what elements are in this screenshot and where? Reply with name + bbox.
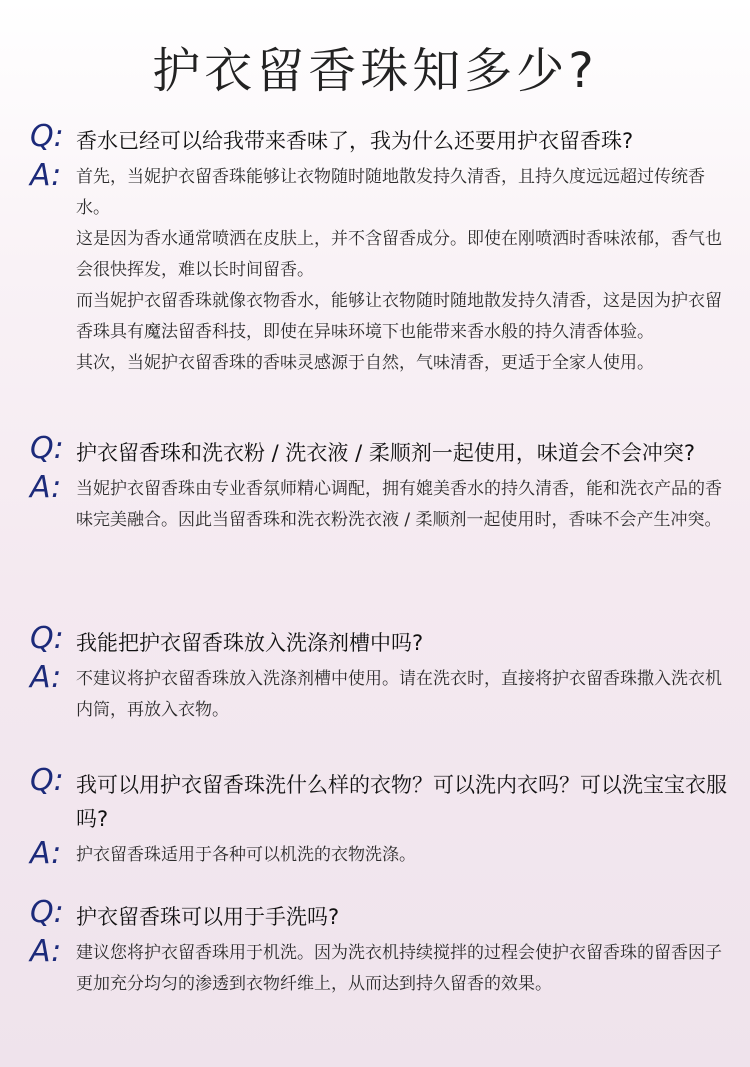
- answer-text: [76, 664, 730, 726]
- answer-paragraph: 而当妮护衣留香珠就像衣物香水，能够让衣物随时随地散发持久清香，这是因为护衣留香珠具有魔法留香科技，即使在异味环境下也能带来香水般的持久清香体验。: [76, 291, 722, 342]
- answer-text: [76, 938, 730, 1000]
- answer-row: [30, 836, 730, 871]
- question-text: 护衣留香珠和洗衣粉 / 洗衣液 / 柔顺剂一起使用，味道会不会冲突?: [76, 441, 695, 465]
- question-row: [30, 431, 730, 470]
- answer-paragraph: 这是因为香水通常喷洒在皮肤上，并不含留香成分。即使在刚喷洒时香味浓郁，香气也会很快挥发，难以长时间留香。: [76, 229, 722, 280]
- answer-paragraph: 其次，当妮护衣留香珠的香味灵感源于自然，气味清香，更适于全家人使用。: [76, 353, 654, 373]
- question-text: 护衣留香珠可以用于手洗吗?: [76, 905, 340, 929]
- question-mark: Q:: [30, 763, 64, 798]
- page-title: 护衣留香珠知多少?: [152, 43, 598, 99]
- answer-paragraph: 首先，当妮护衣留香珠能够让衣物随时随地散发持久清香，且持久度远远超过传统香水。: [76, 167, 705, 218]
- answer-paragraph: 护衣留香珠适用于各种可以机洗的衣物洗涤。: [76, 845, 416, 865]
- answer-text: [76, 162, 730, 379]
- question-text: 香水已经可以给我带来香味了，我为什么还要用护衣留香珠?: [76, 129, 634, 153]
- answer-mark: A:: [30, 836, 62, 871]
- faq-item-1: [30, 119, 730, 379]
- faq-item-5: [30, 895, 730, 1000]
- answer-mark: A:: [30, 470, 62, 505]
- question-mark: Q:: [30, 621, 64, 656]
- faq-item-3: [30, 621, 730, 726]
- answer-paragraph: 当妮护衣留香珠由专业香氛师精心调配，拥有媲美香水的持久清香，能和洗衣产品的香味完美融合。因此当留香珠和洗衣粉洗衣液 / 柔顺剂一起使用时，香味不会产生冲突。: [76, 479, 722, 530]
- answer-mark: A:: [30, 158, 62, 193]
- question-mark: Q:: [30, 895, 64, 930]
- question-mark: Q:: [30, 119, 64, 154]
- question-row: [30, 895, 730, 934]
- question-text: 我能把护衣留香珠放入洗涤剂槽中吗?: [76, 631, 424, 655]
- answer-row: [30, 660, 730, 726]
- question-mark: Q:: [30, 431, 64, 466]
- answer-text: [76, 474, 730, 536]
- faq-item-2: [30, 431, 730, 536]
- answer-mark: A:: [30, 660, 62, 695]
- answer-row: [30, 158, 730, 379]
- question-text: 我可以用护衣留香珠洗什么样的衣物？可以洗内衣吗？可以洗宝宝衣服吗?: [76, 773, 727, 831]
- answer-paragraph: 不建议将护衣留香珠放入洗涤剂槽中使用。请在洗衣时，直接将护衣留香珠撒入洗衣机内筒，再放入衣物。: [76, 669, 722, 720]
- question-row: [30, 763, 730, 836]
- answer-paragraph: 建议您将护衣留香珠用于机洗。因为洗衣机持续搅拌的过程会使护衣留香珠的留香因子更加充分均匀的渗透到衣物纤维上，从而达到持久留香的效果。: [76, 943, 722, 994]
- answer-mark: A:: [30, 934, 62, 969]
- question-row: [30, 621, 730, 660]
- answer-text: [76, 840, 730, 871]
- answer-row: [30, 470, 730, 536]
- faq-item-4: [30, 763, 730, 871]
- answer-row: [30, 934, 730, 1000]
- question-row: [30, 119, 730, 158]
